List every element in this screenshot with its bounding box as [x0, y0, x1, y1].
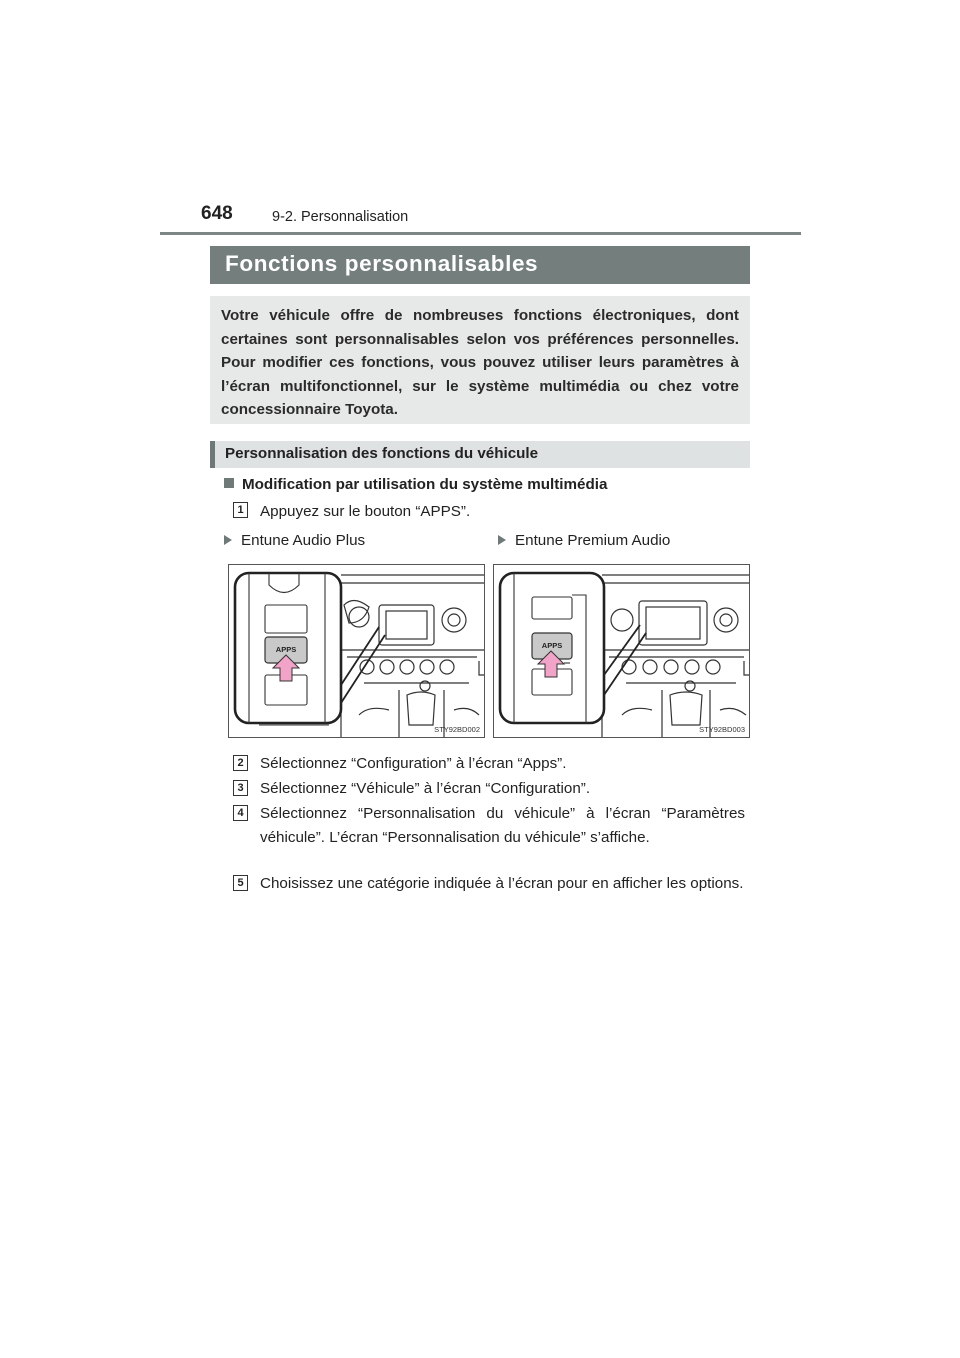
step-number-badge: 5 — [233, 875, 248, 891]
step-number-badge: 4 — [233, 805, 248, 821]
triangle-bullet-icon — [224, 535, 232, 545]
square-bullet-icon — [224, 478, 234, 488]
step-number-badge: 1 — [233, 502, 248, 518]
method-heading-text: Modification par utilisation du système multimédia — [242, 476, 608, 493]
method-heading — [224, 476, 607, 493]
step-text: Appuyez sur le bouton “APPS”. — [260, 503, 471, 520]
illustration-premium-audio — [493, 564, 750, 738]
apps-button-label: APPS — [275, 645, 297, 654]
step-text: Sélectionnez “Personnalisation du véhicule” à l’écran “Paramètres véhicule”. L’écran “Personnalisation du véhicule” s’affiche. — [260, 805, 745, 846]
step-number-badge: 2 — [233, 755, 248, 771]
intro-text: Votre véhicule offre de nombreuses fonctions électroniques, dont certaines sont personnalisables selon vos préférences personnelles. Pour modifier ces fonctions, vous pouvez utiliser leurs paramètres à l’écran multifonctionnel, sur le système multimédia ou chez votre concessionnaire Toyota. — [221, 307, 739, 419]
header-divider — [160, 232, 801, 235]
step-text: Choisissez une catégorie indiquée à l’écran pour en afficher les options. — [260, 875, 744, 892]
figure-code: STY92BD002 — [434, 725, 480, 734]
subsection-heading — [210, 441, 750, 468]
subsection-heading-text: Personnalisation des fonctions du véhicule — [225, 445, 539, 462]
page-title: Fonctions personnalisables — [225, 251, 539, 276]
dashboard-illustration — [494, 565, 750, 738]
step-text: Sélectionnez “Véhicule” à l’écran “Configuration”. — [260, 780, 591, 797]
illustration-audio-plus — [228, 564, 485, 738]
step-number-badge: 3 — [233, 780, 248, 796]
dashboard-illustration — [229, 565, 485, 738]
figure-code: STY92BD003 — [699, 725, 745, 734]
section-reference: 9-2. Personnalisation — [272, 209, 409, 225]
figure-label-audio-plus: Entune Audio Plus — [224, 532, 365, 549]
step-text: Sélectionnez “Configuration” à l’écran “Apps”. — [260, 755, 567, 772]
intro-box — [210, 296, 750, 424]
figure-label-premium-audio: Entune Premium Audio — [498, 532, 670, 549]
apps-button-label: APPS — [541, 641, 563, 650]
page-number: 648 — [201, 203, 233, 224]
triangle-bullet-icon — [498, 535, 506, 545]
section-title-bar — [210, 246, 750, 284]
